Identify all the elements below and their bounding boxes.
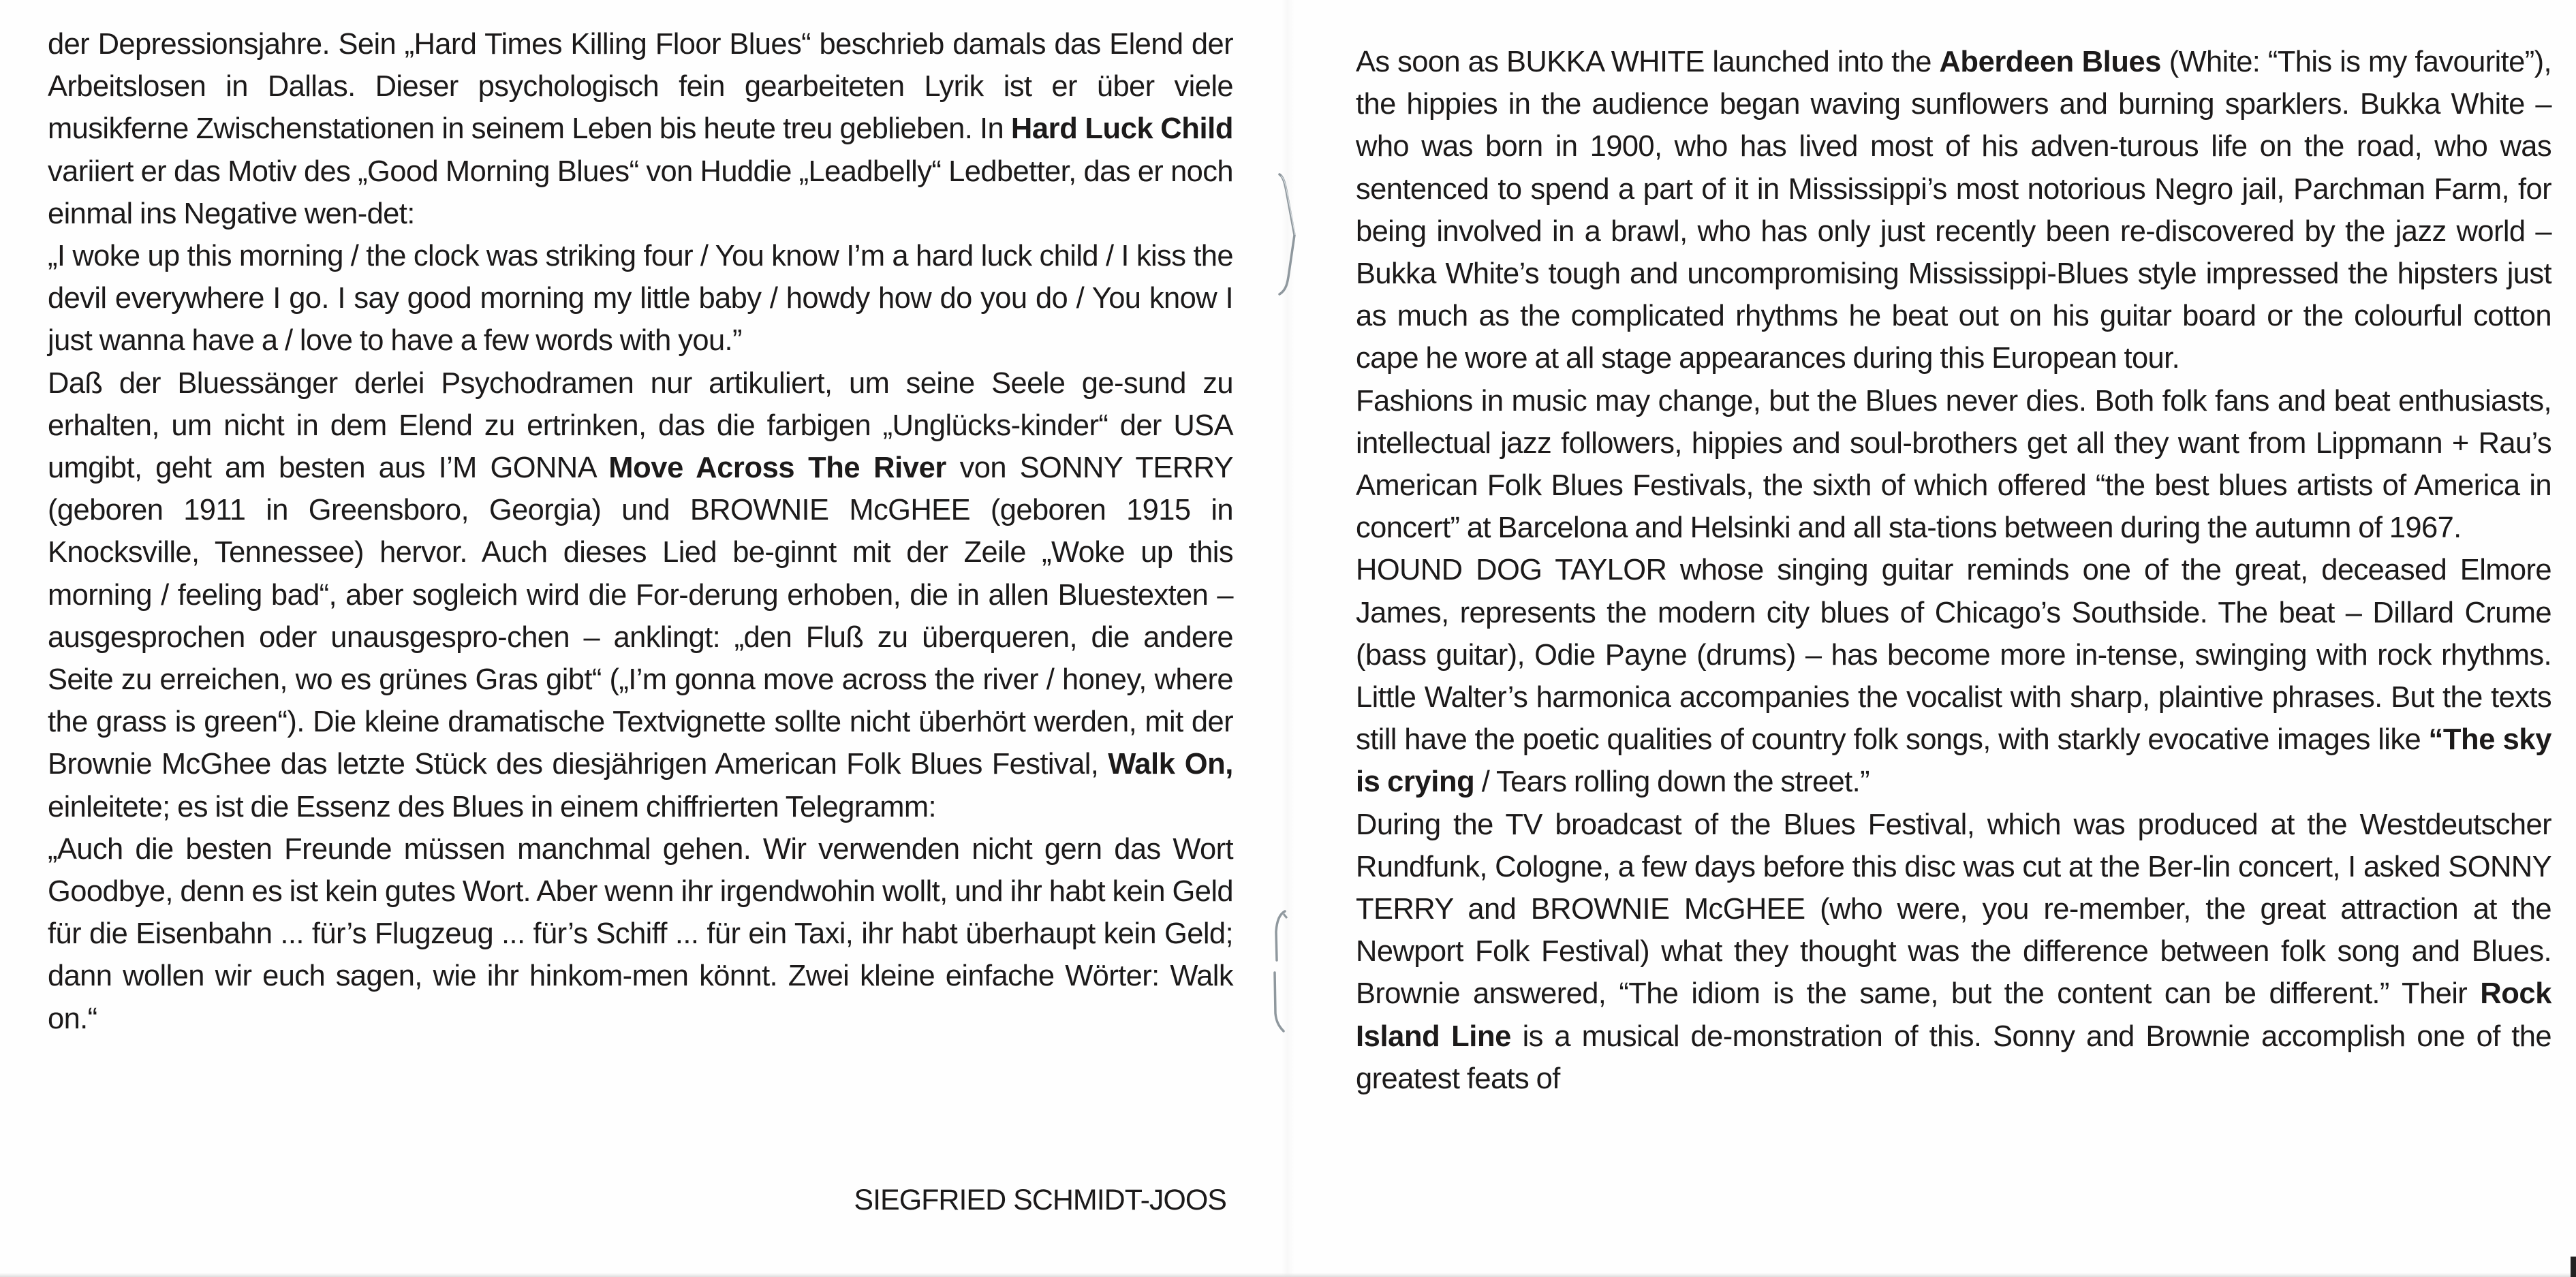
text-run: (White: “This is my favourite”), the hippies in the audience began waving sunflowers and burning sparklers. Bukka White – who was born in 1900, who has lived most of his adven-turous life on the road, who was sentenced to spend a part of it in Mississippi’s most notorious Negro jail, Parchman Farm, for being involved in a brawl, who has only just recently been re-discovered by the jazz world – Bukka White’s tough and uncompromising Mississippi-Blues style impressed the hipsters just as much as the complicated rhythms he beat out on his guitar board or the colourful cotton cape he wore at all stage appearances during this European tour. <box>1356 46 2552 375</box>
text-run: „I woke up this morning / the clock was striking four / You know I’m a hard luck child / I kiss the devil everywhere I go. I say good morning my little baby / howdy how do you do / You know I just wanna have a / love to have a few words with you.” <box>48 240 1233 358</box>
staple-bottom-icon <box>1266 898 1293 1041</box>
text-run: der Depressionsjahre. Sein „Hard Times Killing Floor Blues“ beschrieb damals das Elend der Arbeitslosen in Dallas. Dieser psychologisch fein gearbeiteten Lyrik ist er über viele musikferne Zwischenstationen in seinem Leben bis heute treu geblieben. In <box>48 28 1233 146</box>
paragraph <box>1356 380 2551 550</box>
text-run: variiert er das Motiv des „Good Morning Blues“ von Huddie „Leadbelly“ Ledbetter, das er noch einmal ins Negative wen-det: <box>48 155 1233 230</box>
song-title: Rock Island Line <box>1356 977 2551 1053</box>
text-run: von SONNY TERRY (geboren 1911 in Greensboro, Georgia) und BROWNIE McGHEE (geboren 1915 in Knocksville, Tennessee) hervor. Auch dieses Lied be-ginnt mit der Zeile „Woke up this morning / feeling bad“, aber sogleich wird die For-derung erhoben, die in allen Bluestexten – ausgesprochen oder unausgespro-chen – anklingt: „den Fluß zu überqueren, die andere Seite zu erreichen, wo es grünes Gras gibt“ („I’m gonna move across the river / honey, where the grass is green“). Die kleine dramatische Textvignette sollte nicht überhört werden, mit der Brownie McGhee das letzte Stück des diesjährigen American Folk Blues Festival, <box>48 452 1234 781</box>
text-run: is a musical de-monstration of this. Sonny and Brownie accomplish one of the greatest feats of <box>1356 1020 2551 1095</box>
paragraph <box>48 362 1233 828</box>
song-title: Move Across The River <box>608 452 946 485</box>
paragraph <box>1356 549 2551 803</box>
paragraph <box>48 23 1233 235</box>
song-title: “The sky is crying <box>1356 723 2551 799</box>
paragraph <box>1356 41 2551 380</box>
right-column-text <box>1356 41 2551 1100</box>
right-page <box>1288 0 2576 1277</box>
paragraph <box>48 828 1233 1040</box>
page-bottom-edge <box>0 1273 2576 1277</box>
text-run: / Tears rolling down the street.” <box>1474 766 1869 799</box>
text-run: Daß der Bluessänger derlei Psychodramen nur artikuliert, um seine Seele ge-sund zu erhalten, um nicht in dem Elend zu ertrinken, das die farbigen „Unglücks-kinder“ der USA umgibt, geht am besten aus I’M GONNA <box>48 366 1233 485</box>
paragraph <box>48 235 1233 362</box>
author-signature: SIEGFRIED SCHMIDT-JOOS <box>854 1184 1226 1216</box>
song-title: Walk On, <box>1108 748 1233 781</box>
text-run: Fashions in music may change, but the Blues never dies. Both folk fans and beat enthusiasts, intellectual jazz followers, hippies and soul-brothers get all they want from Lippmann + Rau’s American Folk Blues Festivals, the sixth of which offered “the best blues artists of America in concert” at Barcelona and Helsinki and all sta-tions between during the autumn of 1967. <box>1356 384 2551 545</box>
text-run: einleitete; es ist die Essenz des Blues in einem chiffrierten Telegramm: <box>48 790 937 823</box>
paragraph <box>1356 804 2551 1100</box>
song-title: Hard Luck Child <box>1010 112 1233 146</box>
song-title: Aberdeen Blues <box>1939 46 2162 78</box>
text-run: As soon as BUKKA WHITE launched into the <box>1356 46 1940 78</box>
text-run: HOUND DOG TAYLOR whose singing guitar reminds one of the great, deceased Elmore James, represents the modern city blues of Chicago’s Southside. The beat – Dillard Crume (bass guitar), Odie Payne (drums) – has become more in-tense, swinging with rock rhythms. Little Walter’s harmonica accompanies the vocalist with sharp, plaintive phrases. But the texts still have the poetic qualities of country folk songs, with starkly evocative images like <box>1356 554 2551 757</box>
text-run: During the TV broadcast of the Blues Festival, which was produced at the Westdeutscher Rundfunk, Cologne, a few days before this disc was cut at the Ber-lin concert, I asked SONNY TERRY and BROWNIE McGHEE (who were, you re-member, the great attraction at the Newport Folk Festival) what they thought was the difference between folk song and Blues. Brownie answered, “The idiom is the same, but the content can be different.” Their <box>1356 808 2551 1011</box>
scan-corner-mark <box>2571 1257 2576 1277</box>
staple-top-icon <box>1273 170 1300 300</box>
text-run: „Auch die besten Freunde müssen manchmal gehen. Wir verwenden nicht gern das Wort Goodbye, denn es ist kein gutes Wort. Aber wenn ihr irgendwohin wollt, und ihr habt kein Geld für die Eisenbahn ... für’s Flugzeug ... für’s Schiff ... für ein Taxi, ihr habt überhaupt kein Geld; dann wollen wir euch sagen, wie ihr hinkom-men könnt. Zwei kleine einfache Wörter: Walk on.“ <box>48 832 1233 1035</box>
left-column-text <box>48 23 1233 1040</box>
